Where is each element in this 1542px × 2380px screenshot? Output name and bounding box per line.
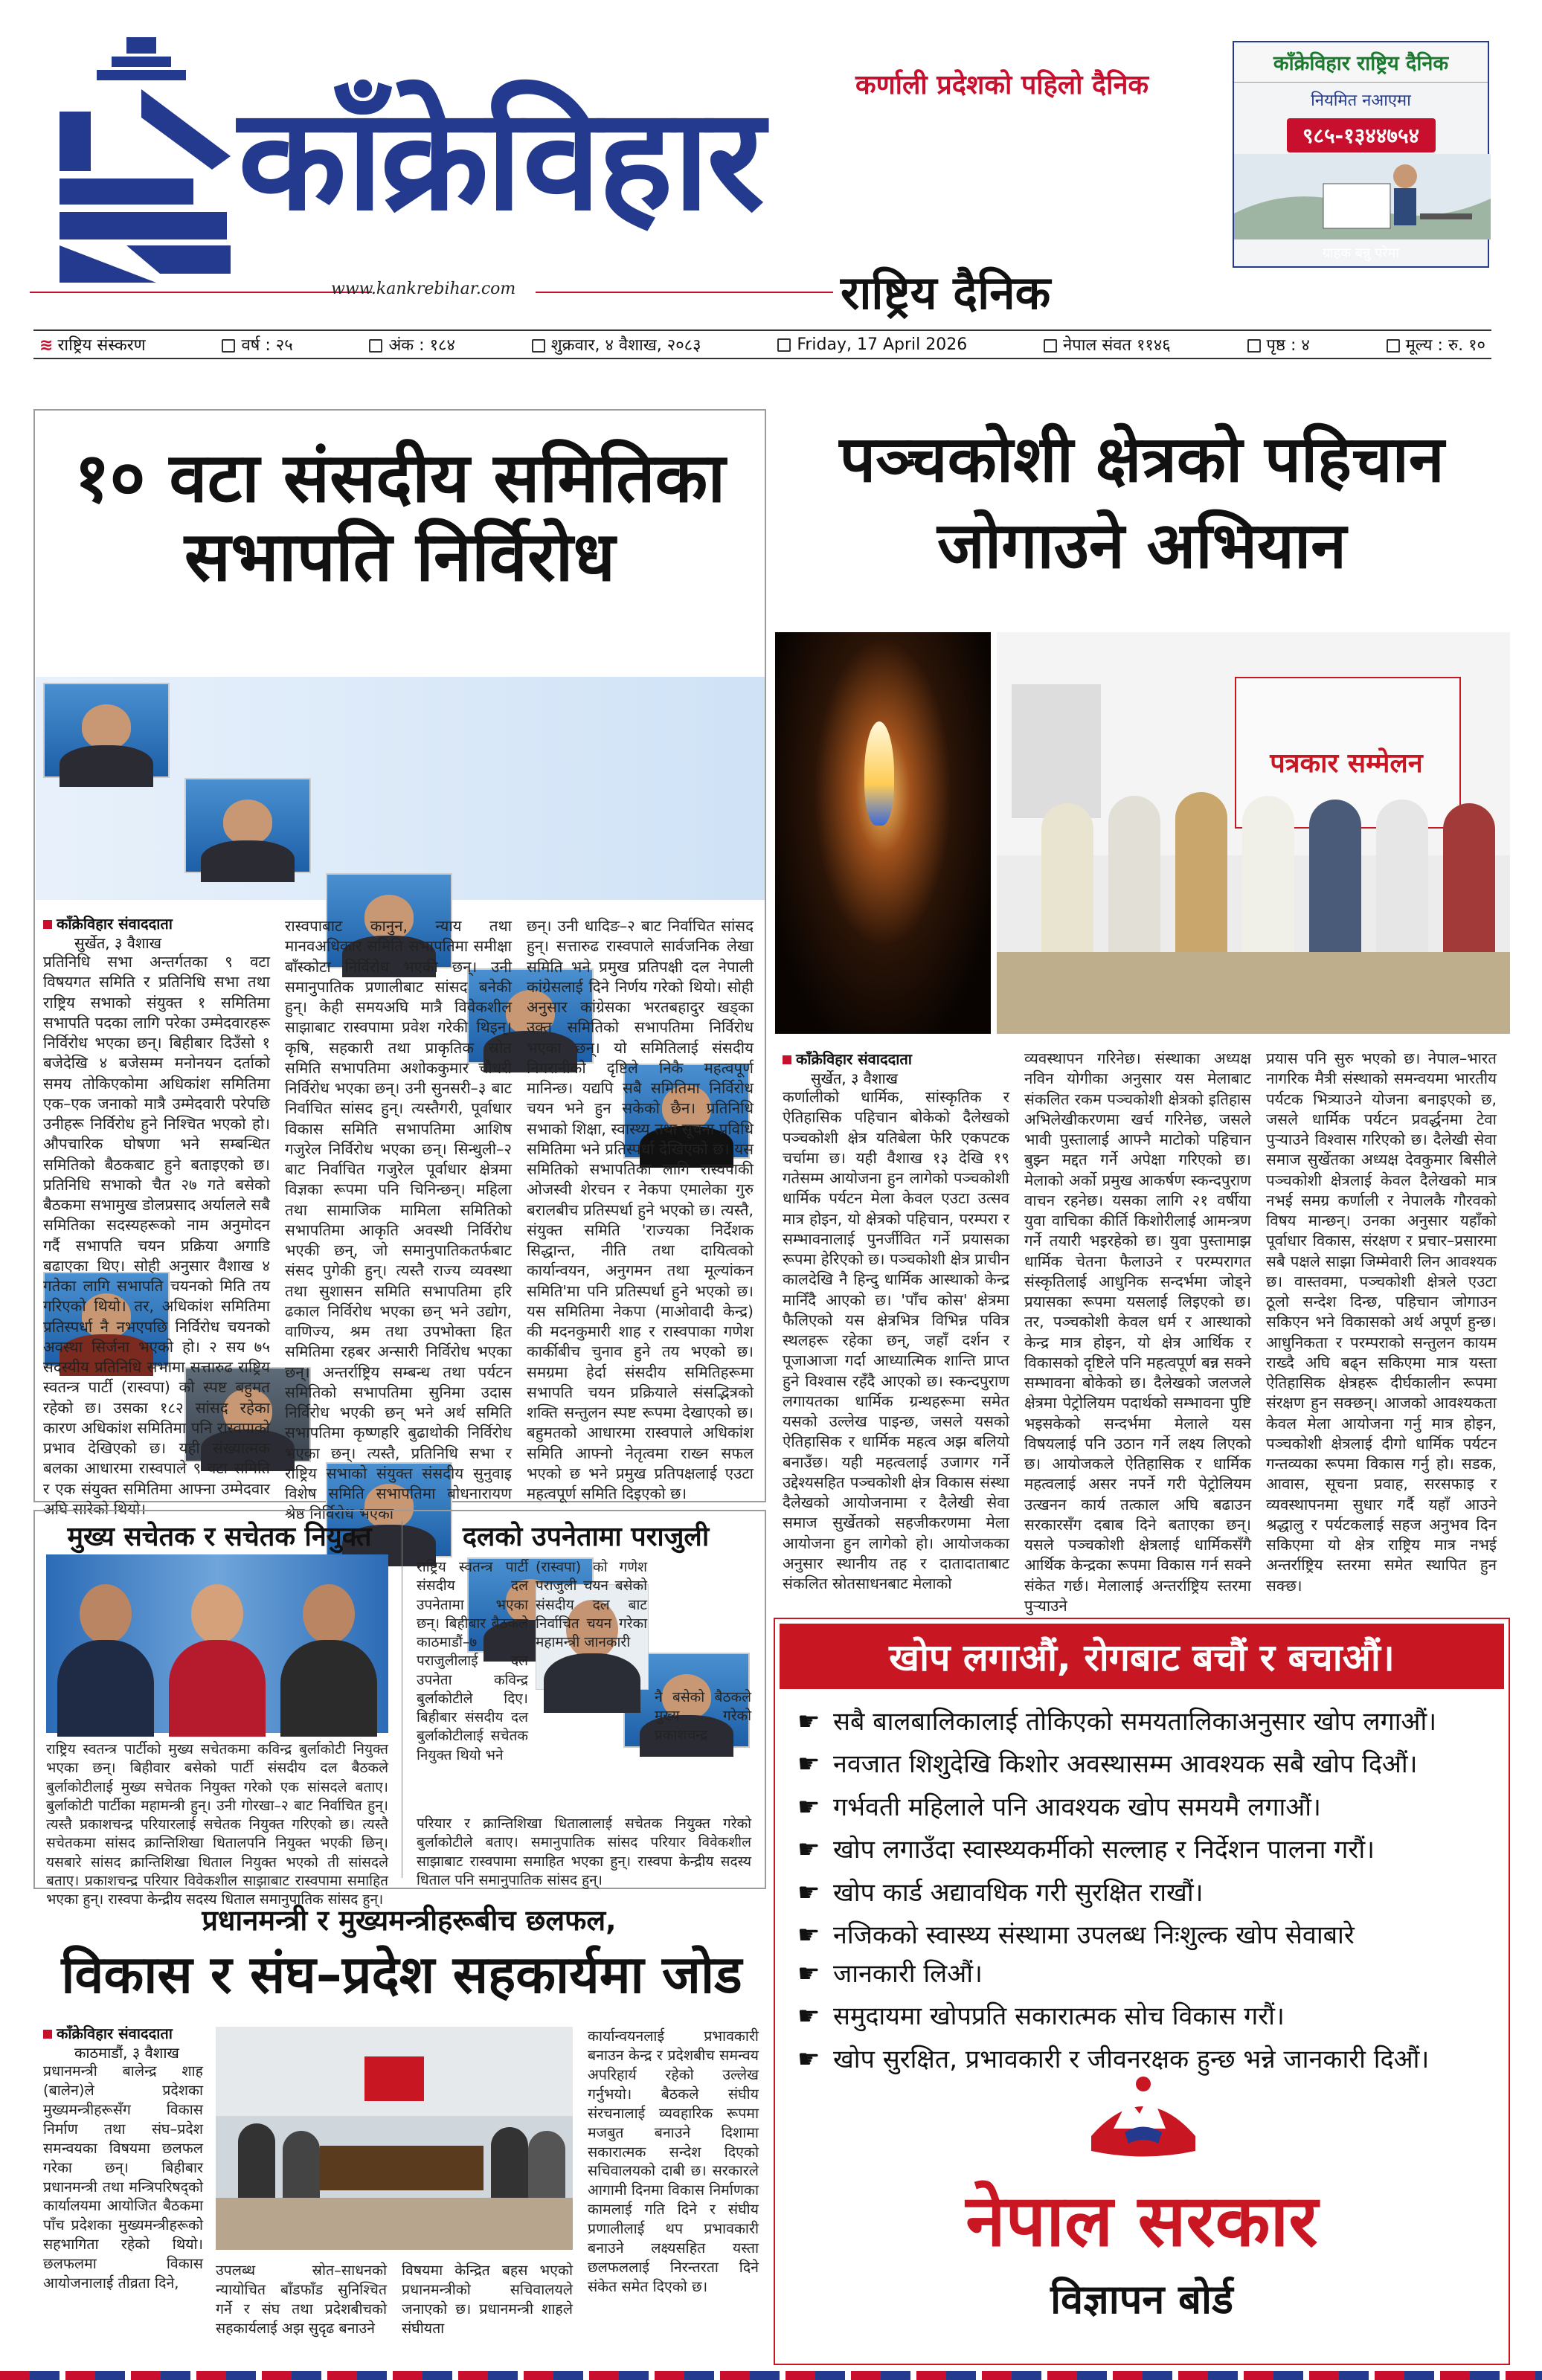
story3-photo (46, 1554, 388, 1733)
vaccine-ad-item: ☛ नवजात शिशुदेखि किशोर अवस्थासम्म आवश्यक सबै खोप दिऔं। (797, 1749, 1509, 1780)
website-link[interactable]: www.kankrebihar.com (331, 280, 516, 298)
masthead-divider-left (30, 292, 372, 293)
subscription-ad-phone: ९८५-१३४४७५४ (1287, 118, 1436, 152)
story5-column: कार्यान्वयनलाई प्रभावकारी बनाउन केन्द्र र प्रदेशबीच समन्वय अपरिहार्य रहेको उल्लेख गर्नुभयो। बैठकले संघीय संरचनालाई व्यवहारिक रूपमा मजबुत बनाउने दिशामा सकारात्मक सन्देश दिएको सचिवालयको दाबी छ। सरकारले आगामी दिनमा विकास निर्माणका कामलाई गति दिने र संघीय प्रणालीलाई थप प्रभावकारी बनाउने लक्ष्यसहित यस्ता छलफललाई निरन्तरता दिने संकेत समेत दिएको छ। (588, 2027, 759, 2295)
newspaper-reader-illustration (1234, 154, 1491, 239)
story5-meeting-photo (216, 2027, 573, 2250)
subscription-ad-title: काँक्रेविहार राष्ट्रिय दैनिक (1234, 42, 1488, 83)
vaccine-ad-item-continued: ☛ जानकारी लिऔं। (797, 1959, 1509, 1990)
story5-kicker: प्रधानमन्त्री र मुख्यमन्त्रीहरूबीच छलफल, (202, 1904, 617, 1937)
vaccine-ad-item: ☛ खोप लगाउँदा स्वास्थ्यकर्मीको सल्लाह र निर्देशन पालना गरौं। (797, 1835, 1509, 1865)
portrait-photo (165, 1569, 269, 1733)
subscription-ad-caption: ग्राहक बन्नु परेमा (1322, 245, 1400, 261)
logo-mark-icon (45, 37, 238, 283)
subscription-ad (1233, 41, 1489, 268)
nepali-date: शुक्रवार, ४ वैशाख, २०८३ (532, 333, 701, 356)
story2-headline: पञ्चकोशी क्षेत्रको पहिचान जोगाउने अभियान (839, 422, 1445, 584)
vaccine-ad-item: ☛ समुदायमा खोपप्रति सकारात्मक सोच विकास गरौं। (797, 2001, 1509, 2032)
vaccine-ad-item: ☛ गर्भवती महिलाले पनि आवश्यक खोप समयमै लगाऔं। (797, 1792, 1509, 1823)
story4-column: (रास्वपा) को गणेश पराजुली चयन बसेको संसदीय दल बाट निर्वाचित चयन गरेका महामन्त्री जानकारी (536, 1559, 647, 1651)
portrait-photo (43, 683, 170, 778)
story4-column: राष्ट्रिय स्वतन्त्र पार्टी संसदीय दल उपनेतामा भएका छन्। बिहीबार बैठकले काठमाडौं–७ पराजुलीलाई दल उपनेता कविन्द्र बुर्लाकोटीले दिए। बिहीबार संसदीय दल बुर्लाकोटीलाई सचेतक नियुक्त थियो भने (417, 1559, 528, 1763)
portrait-photo (184, 778, 311, 873)
english-date: Friday, 17 April 2026 (777, 335, 967, 354)
story5-column: प्रधानमन्त्री बालेन्द्र शाह (बालेन)ले प्रदेशका मुख्यमन्त्रीहरूसँग विकास निर्माण तथा संघ–प्रदेश समन्वयका विषयमा छलफल गरेका छन्। बिहीबार प्रधानमन्त्री तथा मन्त्रिपरिषद्को कार्यालयमा आयोजित बैठकमा पाँच प्रदेशका मुख्यमन्त्रीहरूको सहभागिता रहेको थियो। छलफलमा विकास आयोजनालाई तीव्रता दिने, (43, 2062, 203, 2292)
story1-dateline: सुर्खेत, ३ वैशाख (74, 934, 162, 952)
vaccine-ad-item: ☛ नजिकको स्वास्थ्य संस्थामा उपलब्ध निःशुल्क खोप सेवाबारे (797, 1920, 1509, 1951)
byline-icon (783, 1055, 791, 1064)
story5-column: उपलब्ध स्रोत–साधनको न्यायोचित बाँडफाँड सुनिश्चित गर्ने र संघ तथा प्रदेशबीचको सहकार्यलाई अझ सुदृढ बनाउने (216, 2262, 387, 2337)
story4-column: नै बसेको बैठकले मुख्य गरेको प्रकाशचन्द्र (655, 1689, 751, 1743)
story5-column: विषयमा केन्द्रित बहस भएको प्रधानमन्त्रीको सचिवालयले जनाएको छ। प्रधानमन्त्री शाहले संघीयता (402, 2262, 573, 2337)
byline-icon (43, 920, 52, 929)
portrait-photo (54, 1569, 158, 1733)
vaccine-ad-item: ☛ खोप सुरक्षित, प्रभावकारी र जीवनरक्षक हुन्छ भन्ने जानकारी दिऔं। (797, 2045, 1509, 2075)
subscription-ad-subtitle: नियमित नआएमा (1311, 91, 1411, 110)
newspaper-title: काँक्रेविहार (238, 77, 762, 242)
issue-label: अंक : १८४ (369, 333, 454, 356)
vaccine-ad (774, 1618, 1510, 2365)
year-label: वर्ष : २५ (222, 333, 292, 356)
price-label: मूल्य : रु. १० (1387, 333, 1485, 356)
byline-icon (43, 2030, 52, 2039)
vaccine-ad-banner: खोप लगाऔं, रोगबाट बचौं र बचाऔं। (780, 1624, 1504, 1689)
story2-press-meet-photo (997, 632, 1510, 1034)
story1-headline: १० वटा संसदीय समितिका सभापति निर्विरोध (74, 438, 726, 596)
vaccine-ad-org: नेपाल सरकार (966, 2179, 1318, 2262)
nepal-sambat: नेपाल संवत ११४६ (1044, 333, 1171, 356)
tagline: कर्णाली प्रदेशको पहिलो दैनिक (855, 70, 1149, 100)
masthead-subtitle: राष्ट्रिय दैनिक (841, 266, 1051, 320)
story5-byline: काँक्रेविहार संवाददाता (43, 2023, 173, 2043)
vaccine-ad-list (797, 1707, 1509, 2075)
story4-headline: दलको उपनेतामा पराजुली (462, 1522, 710, 1552)
masthead-divider-mid (536, 292, 833, 293)
story3-headline: मुख्य सचेतक र सचेतक नियुक्त (67, 1522, 372, 1552)
story1-photo-grid (36, 677, 765, 900)
story2-byline: काँक्रेविहार संवाददाता (783, 1049, 912, 1069)
footer-strip (0, 2371, 1542, 2380)
masthead (30, 30, 1198, 320)
page-number: पृष्ठ : ४ (1247, 333, 1310, 356)
story4-tail: परियार र क्रान्तिशिखा धितालालाई सचेतक नियुक्त गरेको बुर्लाकोटीले बताए। समानुपातिक सांसद परियार विवेकशील साझाबाट रास्वपामा समाहित भएका हुन्। रास्वपा केन्द्रीय सदस्य धिताल पनि समानुपातिक सांसद हुन्। (417, 1815, 751, 1888)
story1-byline: काँक्रेविहार संवाददाता (43, 913, 173, 933)
story2-dateline: सुर्खेत, ३ वैशाख (811, 1070, 899, 1087)
story2-column: प्रयास पनि सुरु भएको छ। नेपाल–भारत नागरिक मैत्री संस्थाको समन्वयमा भारतीय पर्यटक भित्र्याउने योजना बनाइएको छ, जसले धार्मिक पर्यटन प्रवर्द्धनमा टेवा पुऱ्याउने विश्वास गरिएको छ। दैलेखी सेवा समाज सुर्खेतका अध्यक्ष देवकुमार बिसीले पञ्चकोशी क्षेत्रलाई केवल दैलेखको मात्र नभई समग्र कर्णाली र नेपालकै गौरवको विषय मान्छन्। उनका अनुसार यहाँको पूर्वाधार विकास, संरक्षण र प्रचार–प्रसारमा सबै पक्षले साझा जिम्मेवारी लिन आवश्यक छ। वास्तवमा, पञ्चकोशी क्षेत्रले एउटा ठूलो सन्देश दिन्छ, पहिचान जोगाउन सकिएन भने विकासको अर्थ अपूर्ण हुन्छ। आधुनिकता र परम्पराको सन्तुलन कायम राख्दै अघि बढ्न सकिएमा मात्र यस्ता ऐतिहासिक क्षेत्रहरू दीर्घकालीन रूपमा संरक्षण हुन सक्छन्। आजको आवश्यकता केवल मेला आयोजना गर्नु मात्र होइन, पञ्चकोशी क्षेत्रलाई दीगो धार्मिक पर्यटन गन्तव्यका रूपमा विकास गर्नु हो। सडक, आवास, सूचना प्रवाह, सरसफाइ र व्यवस्थापनमा सुधार गर्दै यहाँ आउने श्रद्धालु र पर्यटकलाई सहज अनुभव दिन सकिएमा यो क्षेत्र राष्ट्रिय मात्र नभई अन्तर्राष्ट्रिय स्तरमा समेत स्थापित हुन सक्छ। (1266, 1049, 1497, 1595)
story5-dateline: काठमाडौं, ३ वैशाख (74, 2044, 179, 2062)
edition-label: ≋ राष्ट्रिय संस्करण (39, 336, 146, 355)
vaccine-ad-board: विज्ञापन बोर्ड (1050, 2276, 1233, 2323)
press-meet-banner: पत्रकार सम्मेलन (1270, 748, 1423, 779)
story3-body: राष्ट्रिय स्वतन्त्र पार्टीको मुख्य सचेतकमा कविन्द्र बुर्लाकोटी नियुक्त भएका छन्। बिहीवार बसेको पार्टी संसदीय दल बैठकले बुर्लाकोटीलाई मुख्य सचेतक नियुक्त गरेको एक सांसदले बताए। बुर्लाकोटी पार्टीका महामन्त्री हुन्। उनी गोरखा–२ बाट निर्वाचित हुन्। त्यस्तै प्रकाशचन्द्र परियारलाई सचेतक नियुक्त गरिएको छ। त्यस्तै सचेतकमा सांसद क्रान्तिशिखा धितालपनि नियुक्त भएकी छिन्। यसबारे सांसद क्रान्तिशिखा धिताल नियुक्त भएको ती सांसदले बताए। प्रकाशचन्द्र परियार विवेकशील साझाबाट रास्वपामा समाहित भएका हुन्। रास्वपा केन्द्रीय सदस्य धिताल समानुपातिक सांसद हुन्। (46, 1741, 388, 1908)
issue-info-bar (33, 329, 1491, 359)
story1-column: छन्। उनी धादिङ–२ बाट निर्वाचित सांसद हुन्। सत्तारुढ रास्वपाले सार्वजनिक लेखा समिति भने प्रमुख प्रतिपक्षी दल नेपाली कांग्रेसलाई दिने निर्णय गरेको थियो। सोही अनुसार कांग्रेसका भरतबहादुर खड्का उक्त समितिको सभापतिमा निर्विरोध भएका छन्। यो समितिलाई संसदीय निगरानीको दृष्टिले निकै महत्वपूर्ण मानिन्छ। यद्यपि सबै समितिमा निर्विरोध चयन भने हुन सकेको छैन। प्रतिनिधि सभाको शिक्षा, स्वास्थ्य तथा सूचना प्रविधि समितिमा भने प्रतिस्पर्धा देखिएको छ। यस समितिको सभापतिका लागि रास्वपाकी ओजस्वी शेरचन र नेकपा एमालेका गुरु बरालबीच प्रतिस्पर्धा हुने भएको छ। त्यस्तै, संयुक्त समिति 'राज्यका निर्देशक सिद्धान्त, नीति तथा दायित्वको कार्यान्वयन, अनुगमन तथा मूल्यांकन समिति'मा पनि प्रतिस्पर्धा हुने भएको छ। यस समितिमा नेकपा (माओवादी केन्द्र) की मदनकुमारी शाह र रास्वपाका गणेश कार्कीबीच चुनाव हुने तय भएको छ। समग्रमा हेर्दा संसदीय समितिहरूमा सभापति चयन प्रक्रियाले संसद्भित्रको शक्ति सन्तुलन स्पष्ट रूपमा देखाएको छ। बहुमतको आधारमा रास्वपाले अधिकांश समिति आफ्नो नेतृत्वमा राख्न सफल भएको छ भने प्रमुख प्रतिपक्षलाई एउटा महत्वपूर्ण समिति दिइएको छ। (527, 917, 754, 1502)
story1-column: प्रतिनिधि सभा अन्तर्गतका ९ वटा विषयगत समिति र प्रतिनिधि सभा तथा राष्ट्रिय सभाको संयुक्त १ समितिमा सभापति पदका लागि परेका उम्मेदवारहरू निर्विरोध भएका छन्। बिहीबार दिउँसो १ बजेदेखि ४ बजेसम्म मनोनयन दर्ताको समय तोकिएकोमा अधिकांश समितिमा एक–एक जनाको मात्रै उम्मेदवारी परेपछि उनीहरू निर्विरोध हुने निश्चित भएको हो। औपचारिक घोषणा भने सम्बन्धित समितिको बैठकबाट हुने बताइएको छ। प्रतिनिधि सभाको चैत २७ गते बसेको बैठकमा सभामुख डोलप्रसाद अर्यालले सबै समितिका सदस्यहरूको नाम अनुमोदन गर्दै सभापति चयन प्रक्रिया अगाडि बढाएका थिए। सोही अनुसार वैशाख ४ गतेका लागि सभापति चयनको मिति तय गरिएको थियो। तर, अधिकांश समितिमा प्रतिस्पर्धा नै नभएपछि निर्विरोध चयनको अवस्था सिर्जना भएको हो। २ सय ७५ सदस्यीय प्रतिनिधि सभामा सत्तारुढ राष्ट्रिय स्वतन्त्र पार्टी (रास्वपा) को स्पष्ट बहुमत रहेको छ। उसका १८२ सांसद रहेका कारण अधिकांश समितिमा पनि रास्वपाको प्रभाव देखिएको छ। यही संख्यात्मक बलका आधारमा रास्वपाले ९ वटा समिति र एक संयुक्त समितिमा आफ्ना उम्मेदवार अघि सारेको थियो। (43, 953, 270, 1518)
story1-column: रास्वपाबाट कानुन, न्याय तथा मानवअधिकार समिति सभापतिमा समीक्षा बाँस्कोटा निर्विरोध भएकी छन्। उनी समानुपातिक प्रणालीबाट सांसद बनेकी हुन्। केही समयअघि मात्रै विवेकशील साझाबाट रास्वपामा प्रवेश गरेकी थिइन्। कृषि, सहकारी तथा प्राकृतिक स्रोत समिति सभापतिमा अशोककुमार चौधरी निर्विरोध भएका छन्। उनी सुनसरी–३ बाट निर्वाचित सांसद हुन्। त्यस्तैगरी, पूर्वाधार विकास समिति सभापतिमा आशिष गजुरेल निर्विरोध भएका छन्। सिन्धुली–२ बाट निर्वाचित गजुरेल पूर्वाधार क्षेत्रमा विज्ञका रूपमा पनि चिनिन्छन्। महिला तथा सामाजिक मामिला समितिको सभापतिमा आकृति अवस्थी निर्विरोध भएकी छन्, जो समानुपातिकतर्फबाट संसद पुगेकी हुन्। त्यस्तै राज्य व्यवस्था तथा सुशासन समिति सभापतिमा हरि ढकाल निर्विरोध भएका छन् भने उद्योग, वाणिज्य, श्रम तथा उपभोक्ता हित समितिमा रहबर अन्सारी निर्विरोध भएका छन्। अन्तर्राष्ट्रिय सम्बन्ध तथा पर्यटन समितिको सभापतिमा सुनिमा उदास निर्विरोध भएकी छन् भने अर्थ समिति सभापतिमा कृष्णहरि बुढाथोकी निर्विरोध भएका छन्। त्यस्तै, प्रतिनिधि सभा र राष्ट्रिय सभाको संयुक्त संसदीय सुनुवाइ विशेष समिति सभापतिमा बोधनारायण श्रेष्ठ निर्विरोध भएका (285, 917, 512, 1523)
story2-column: कर्णालीको धार्मिक, सांस्कृतिक र ऐतिहासिक पहिचान बोकेको दैलेखको पञ्चकोशी क्षेत्र यतिबेला फेरि एकपटक चर्चामा छ। यही वैशाख १३ देखि १९ गतेसम्म आयोजना हुन लागेको पञ्चकोशी धार्मिक पर्यटन मेला केवल एउटा उत्सव मात्र होइन, यो क्षेत्रको पहिचान, परम्परा र सम्भावनालाई पुनर्जीवित गर्ने प्रयासका रूपमा हेरिएको छ। पञ्चकोशी क्षेत्र प्राचीन कालदेखि नै हिन्दु धार्मिक आस्थाको केन्द्र मानिँदै आएको छ। 'पाँच कोस' क्षेत्रमा फैलिएको यस क्षेत्रभित्र विभिन्न पवित्र स्थलहरू रहेका छन्, जहाँ दर्शन र पूजाआजा गर्दा आध्यात्मिक शान्ति प्राप्त हुने विश्वास रहँदै आएको छ। स्कन्दपुराण लगायतका धार्मिक ग्रन्थहरूमा समेत यसको उल्लेख पाइन्छ, जसले यसको ऐतिहासिक र धार्मिक महत्व अझ बलियो बनाउँछ। यही महत्वलाई उजागर गर्ने उद्देश्यसहित पञ्चकोशी क्षेत्र विकास संस्था दैलेखको आयोजनामा र दैलेखी सेवा समाज सुर्खेतको सहजीकरणमा मेला आयोजना हुन लागेको हो। आयोजकका अनुसार स्थानीय तह र दातादाताबाट संकलित स्रोतसाधनबाट मेलाको (783, 1088, 1009, 1592)
portrait-photo (277, 1569, 381, 1733)
vaccine-ad-item: ☛ सबै बालबालिकालाई तोकिएको समयतालिकाअनुसार खोप लगाऔं। (797, 1707, 1509, 1737)
story2-candle-photo (775, 632, 991, 1034)
nepal-government-emblem-icon (1084, 2062, 1203, 2166)
story2-column: व्यवस्थापन गरिनेछ। संस्थाका अध्यक्ष नविन योगीका अनुसार यस मेलाबाट संकलित रकम पञ्चकोशी क्षेत्रको इतिहास अभिलेखीकरणमा खर्च गरिनेछ, जसले भावी पुस्तालाई आफ्नै माटोको पहिचान बुझ्न मद्दत गर्ने अपेक्षा गरिएको छ। मेलाको अर्को प्रमुख आकर्षण स्कन्दपुराण वाचन रहनेछ। यसका लागि २१ वर्षीया युवा वाचिका कीर्ति किशोरीलाई आमन्त्रण गर्ने तयारी भइरहेको छ। युवा पुस्तामाझ धार्मिक चेतना फैलाउने र परम्परागत संस्कृतिलाई आधुनिक सन्दर्भमा जोड्ने प्रयासका रूपमा यसलाई लिइएको छ। तर, पञ्चकोशी केवल धर्म र आस्थाको केन्द्र मात्र होइन, यो क्षेत्र आर्थिक र विकासको दृष्टिले पनि महत्वपूर्ण बन्न सक्ने सम्भावना बोकेको छ। दैलेखको जलजले क्षेत्रमा पेट्रोलियम पदार्थको सम्भावना पुष्टि भइसकेको सन्दर्भमा मेलाले यस विषयलाई पनि उठान गर्ने लक्ष्य लिएको छ। आयोजकले ऐतिहासिक र धार्मिक महत्वलाई असर नपर्ने गरी पेट्रोलियम उत्खनन कार्य तत्काल अघि बढाउन सरकारसँग दबाब दिने बताएका छन्। यसले पञ्चकोशी क्षेत्रलाई धार्मिकसँगै आर्थिक केन्द्रका रूपमा विकास गर्न सक्ने संकेत गर्छ। मेलालाई अन्तर्राष्ट्रिय स्तरमा पुऱ्याउने (1024, 1049, 1251, 1615)
vaccine-ad-item: ☛ खोप कार्ड अद्यावधिक गरी सुरक्षित राखौं। (797, 1878, 1509, 1908)
story5-headline: विकास र संघ–प्रदेश सहकार्यमा जोड (61, 1944, 742, 2005)
